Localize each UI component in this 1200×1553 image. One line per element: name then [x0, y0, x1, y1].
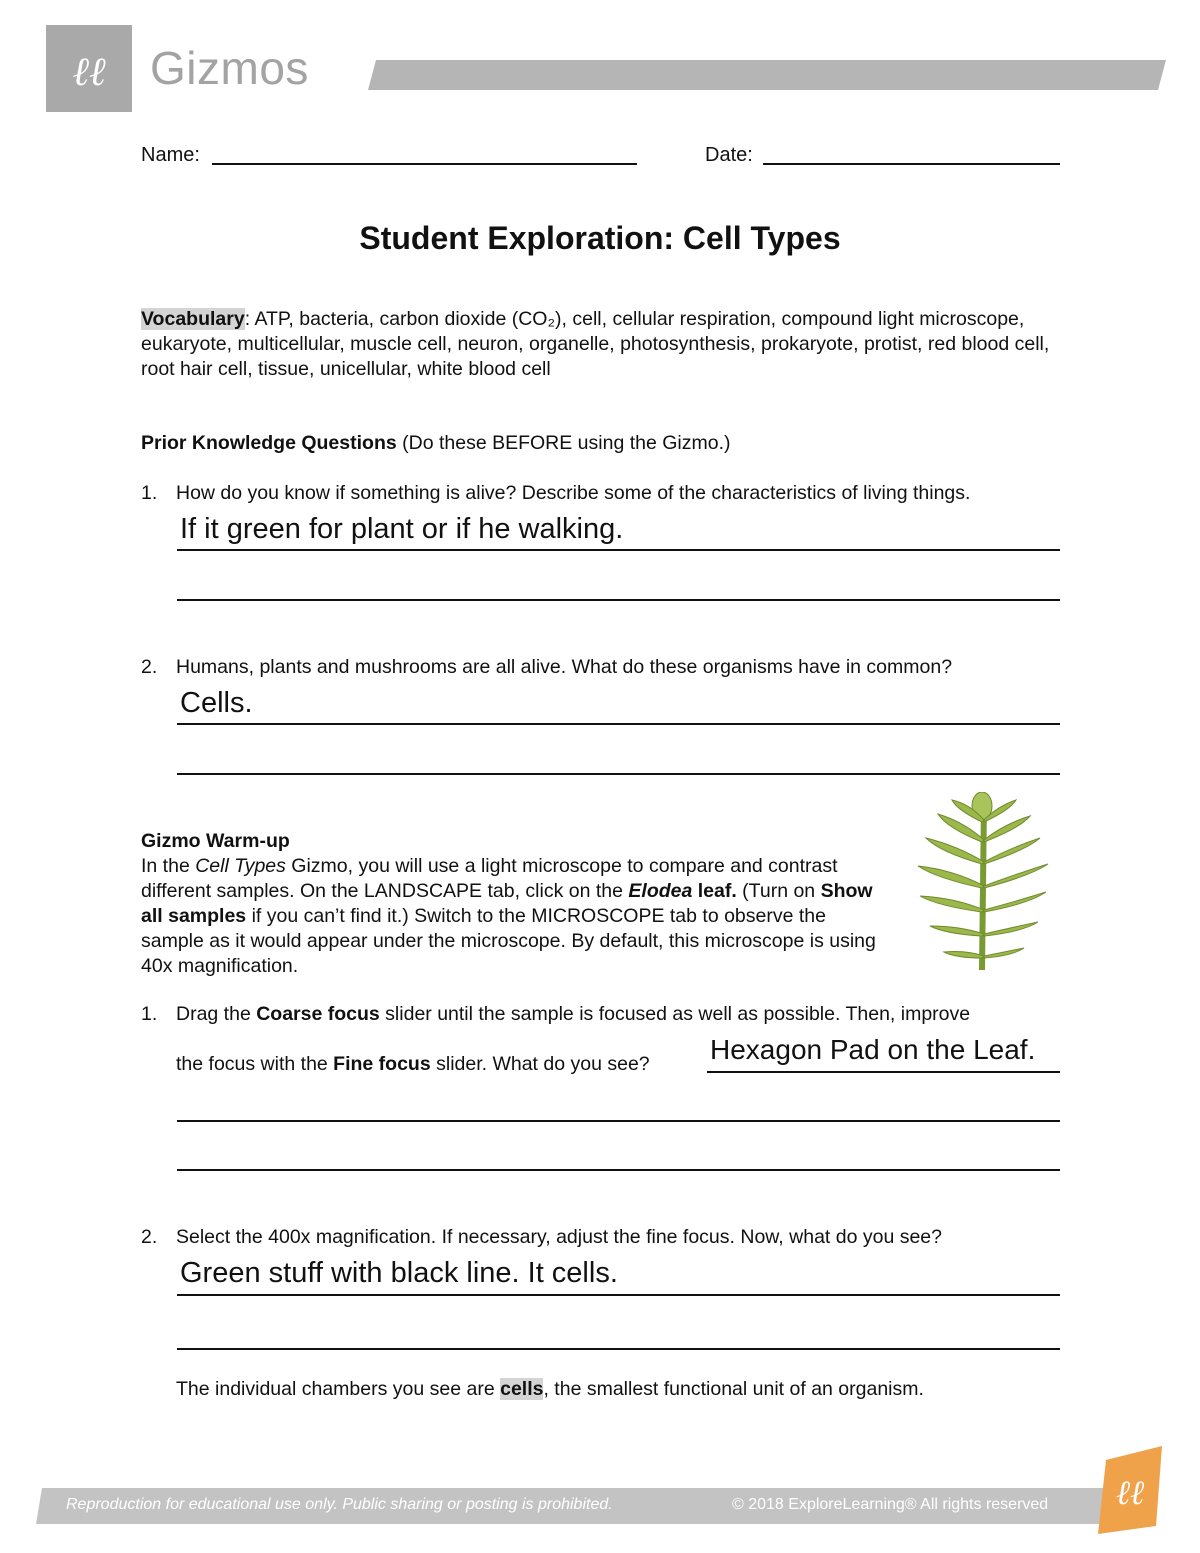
warmup-text: if you can’t find it.) Switch to the MICROSCOPE tab to observe the sample as it would appear under the microscope. By default, this microscope is using 40x magnification. — [141, 905, 876, 977]
svg-text:ℓℓ: ℓℓ — [72, 49, 106, 95]
vocabulary-list: : ATP, bacteria, carbon dioxide (CO₂), cell, cellular respiration, compound light microscope, eukaryote, multicellular, muscle cell, neuron, organelle, photosynthesis, prokaryote, protist, red blood cell, root hair cell, tissue, unicellular, white blood cell — [141, 308, 1050, 380]
prior-q2-answer[interactable]: Cells. — [180, 687, 253, 719]
answer-line — [177, 1169, 1060, 1171]
gizmos-logo — [46, 25, 132, 112]
prior-q1-text: How do you know if something is alive? Describe some of the characteristics of living things. — [176, 482, 971, 504]
prior-heading-text: Prior Knowledge Questions — [141, 432, 397, 454]
prior-q2-text: Humans, plants and mushrooms are all alive. What do these organisms have in common? — [176, 656, 953, 678]
warmup-q1-text: slider until the sample is focused as well as possible. Then, improve — [379, 1003, 971, 1025]
date-field[interactable] — [763, 163, 1060, 165]
closing-text: The individual chambers you see are — [176, 1378, 501, 1400]
vocabulary-paragraph — [141, 307, 1066, 382]
warmup-q1-line2 — [176, 1052, 650, 1077]
answer-line — [177, 549, 1060, 551]
show-all-samples-term: Show all samples — [141, 880, 873, 927]
warmup-q2-text: Select the 400x magnification. If necessary, adjust the fine focus. Now, what do you see? — [176, 1226, 942, 1248]
vocabulary-label: Vocabulary — [141, 308, 245, 330]
warmup-heading: Gizmo Warm-up — [141, 830, 290, 852]
name-field[interactable] — [212, 163, 637, 165]
warmup-gizmo-name: Cell Types — [195, 855, 286, 877]
prior-q1-answer[interactable]: If it green for plant or if he walking. — [180, 513, 624, 545]
warmup-section — [141, 829, 886, 979]
prior-note: (Do these BEFORE using the Gizmo.) — [396, 432, 731, 454]
prior-q1-number: 1. — [141, 482, 158, 504]
leaf-term: leaf. — [692, 880, 737, 902]
cells-term: cells — [500, 1378, 544, 1400]
warmup-q2-number: 2. — [141, 1226, 158, 1248]
name-label: Name: — [141, 144, 200, 166]
warmup-q1-number: 1. — [141, 1003, 158, 1025]
coarse-focus-term: Coarse focus — [256, 1003, 380, 1025]
answer-line — [177, 599, 1060, 601]
footer-disclaimer: Reproduction for educational use only. Public sharing or posting is prohibited. — [66, 1496, 613, 1513]
prior-knowledge-heading — [141, 431, 731, 456]
warmup-text: In the — [141, 855, 196, 877]
closing-text: , the smallest functional unit of an organism. — [543, 1378, 924, 1400]
warmup-q1-text: Drag the — [176, 1003, 257, 1025]
answer-line — [177, 773, 1060, 775]
answer-line — [177, 723, 1060, 725]
warmup-q1-line1 — [176, 1002, 1076, 1027]
prior-q2-number: 2. — [141, 656, 158, 678]
warmup-text: Gizmo, you will use a light microscope to compare and contrast different samples. On the LANDSCAPE tab, click on the — [141, 855, 838, 902]
date-label: Date: — [705, 144, 753, 166]
el-logo-icon — [46, 25, 132, 112]
header-bar — [368, 60, 1166, 90]
answer-line — [177, 1348, 1060, 1350]
warmup-q2-answer[interactable]: Green stuff with black line. It cells. — [180, 1257, 618, 1289]
elodea-plant-image — [912, 792, 1054, 972]
warmup-q1-answer[interactable]: Hexagon Pad on the Leaf. — [710, 1034, 1036, 1065]
answer-line — [177, 1294, 1060, 1296]
explorelearning-logo-icon — [1098, 1446, 1162, 1534]
svg-text:ℓℓ: ℓℓ — [1115, 1473, 1145, 1513]
answer-line — [707, 1071, 1060, 1073]
footer-copyright: © 2018 ExploreLearning® All rights reserved — [732, 1496, 1049, 1513]
answer-line — [177, 1120, 1060, 1122]
closing-sentence — [176, 1377, 1076, 1402]
brand-name: Gizmos — [150, 42, 309, 94]
warmup-text: (Turn on — [736, 880, 821, 902]
warmup-q1-text: slider. What do you see? — [430, 1053, 650, 1075]
elodea-term: Elodea — [628, 880, 693, 902]
page-title: Student Exploration: Cell Types — [359, 220, 841, 256]
warmup-q1-text: the focus with the — [176, 1053, 334, 1075]
fine-focus-term: Fine focus — [333, 1053, 431, 1075]
